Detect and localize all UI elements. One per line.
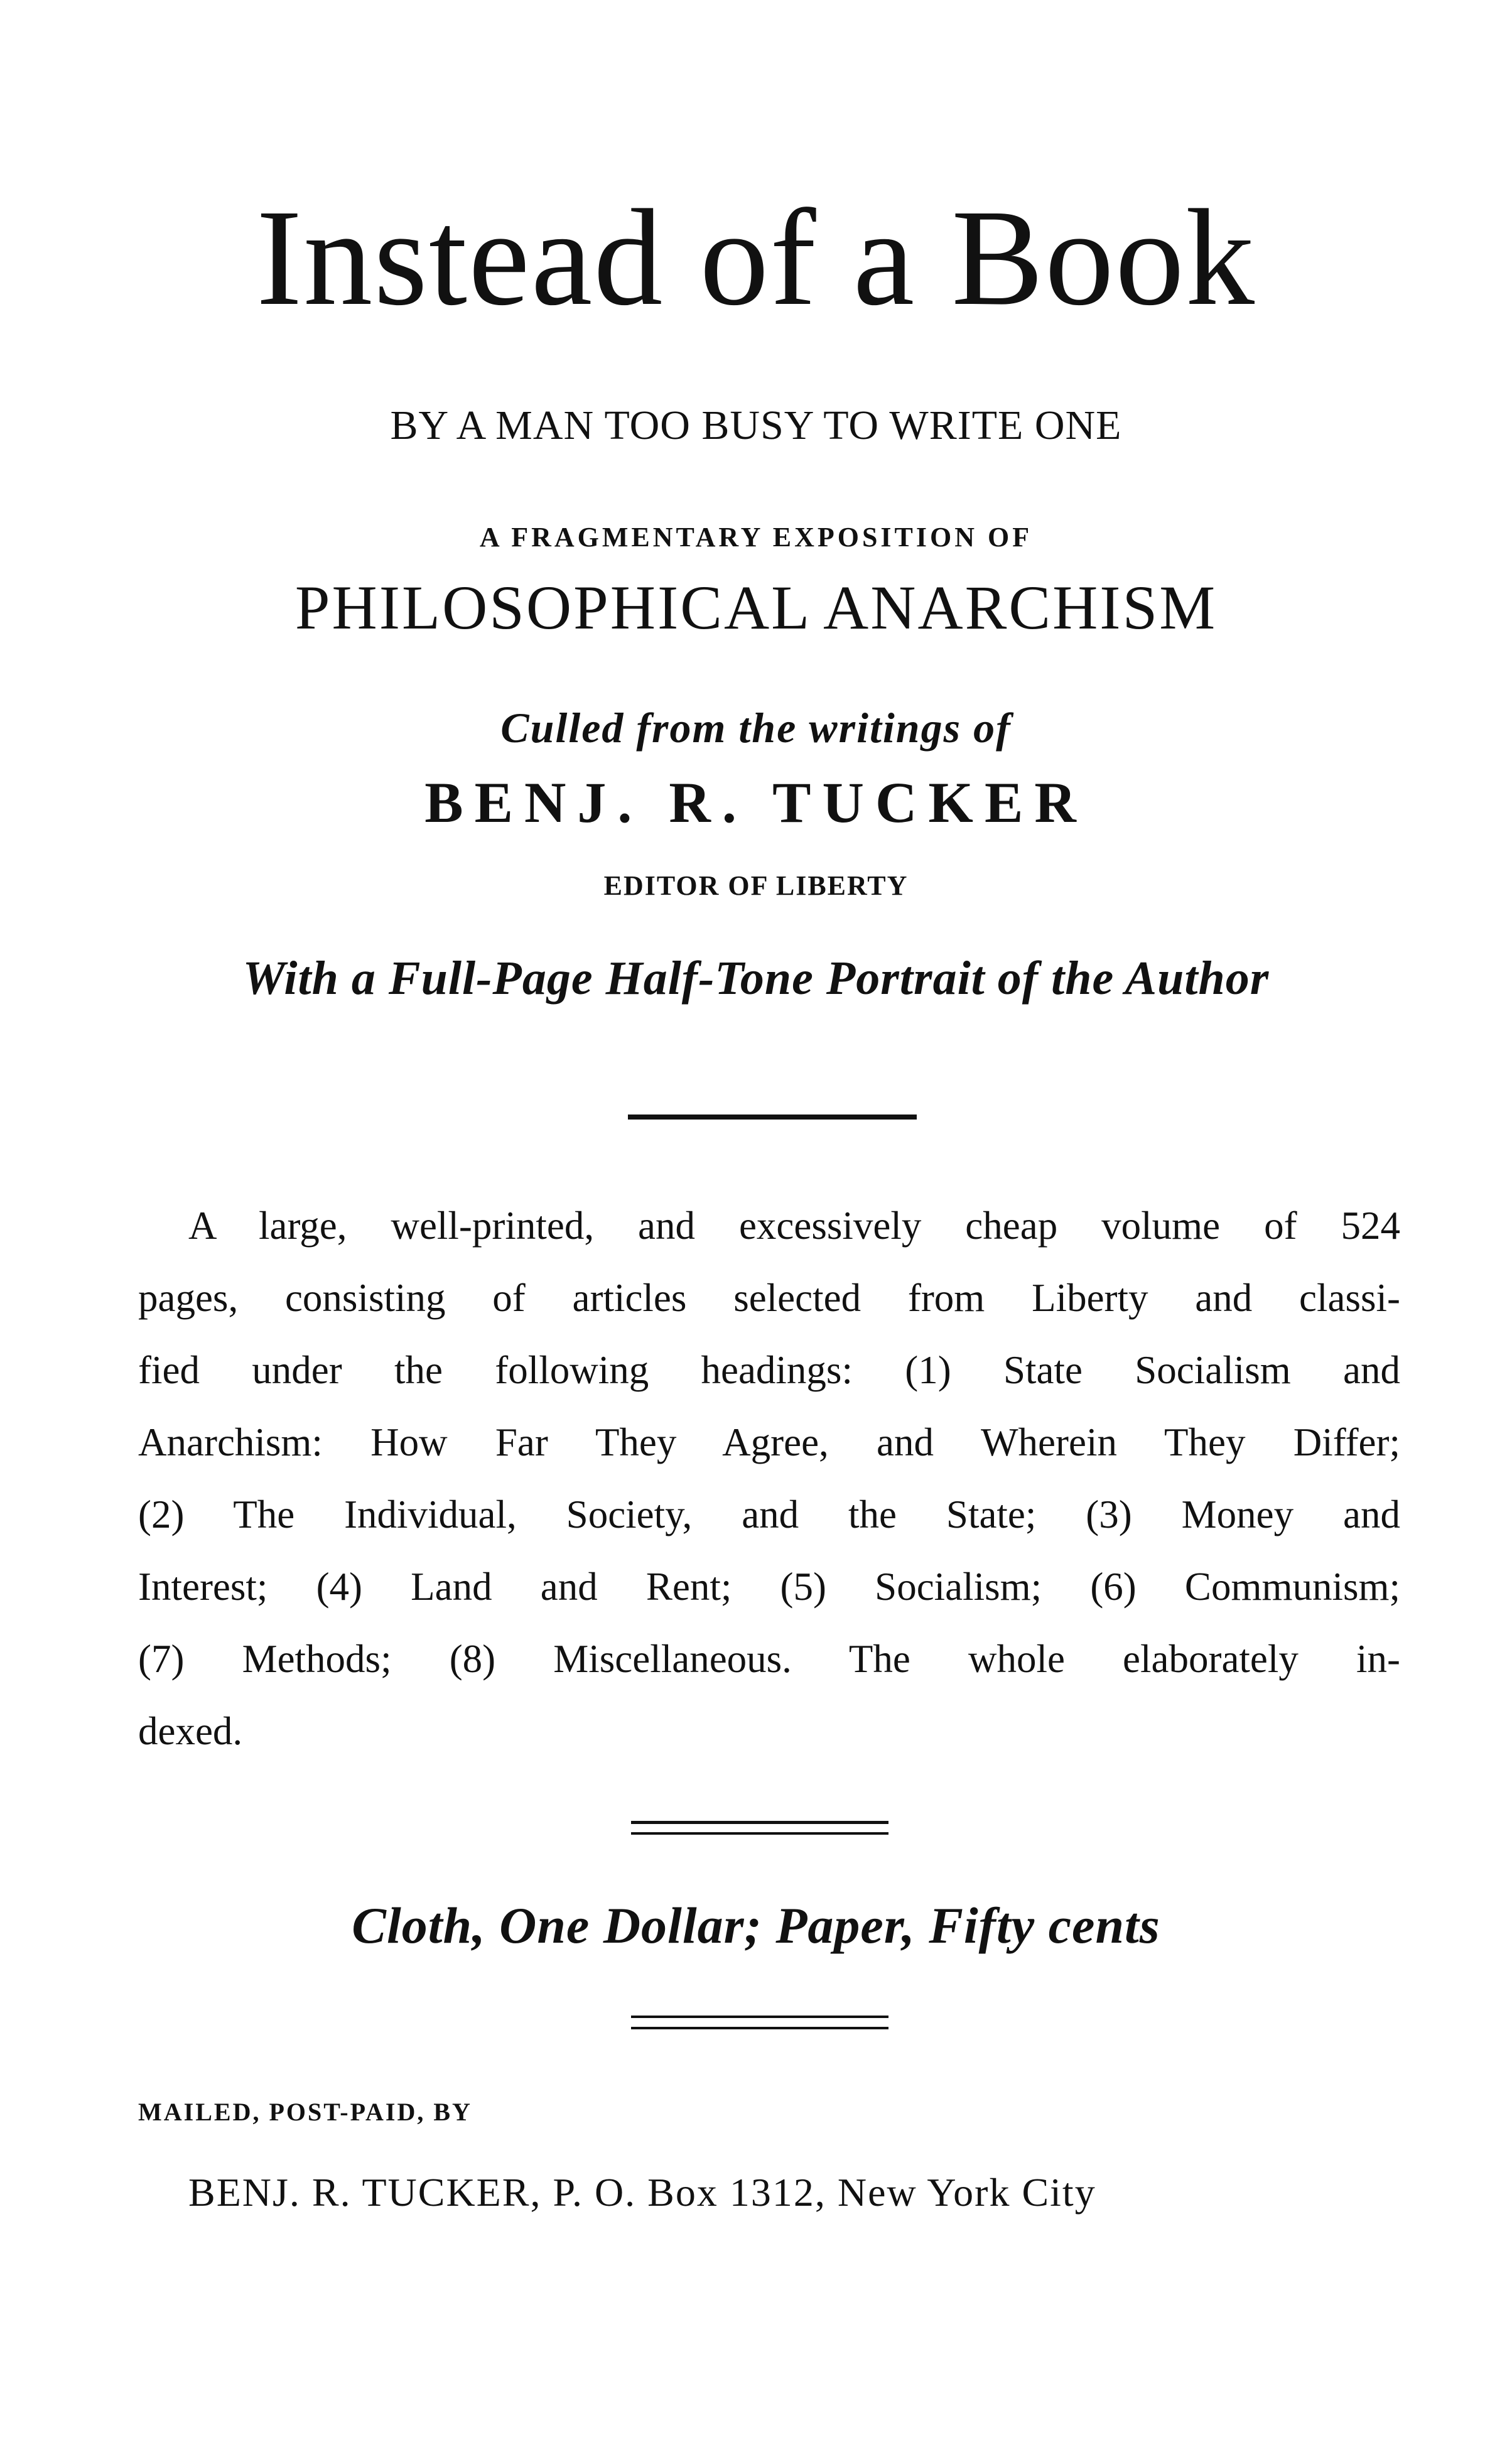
description-line: A large, well-printed, and excessively cheap volume of 524 xyxy=(188,1204,1400,1248)
author-role: EDITOR OF LIBERTY xyxy=(603,870,909,901)
book-title: Instead of a Book xyxy=(256,181,1256,334)
subject-heading: PHILOSOPHICAL ANARCHISM xyxy=(294,573,1218,642)
book-subtitle: BY A MAN TOO BUSY TO WRITE ONE xyxy=(390,402,1122,448)
mailed-by-line: MAILED, POST-PAID, BY xyxy=(138,2098,472,2126)
price-line: Cloth, One Dollar; Paper, Fifty cents xyxy=(352,1897,1160,1954)
exposition-line: A FRAGMENTARY EXPOSITION OF xyxy=(479,522,1033,553)
description-line: fied under the following headings: (1) State Socialism and xyxy=(138,1348,1400,1392)
culled-from-line: Culled from the writings of xyxy=(500,704,1012,752)
double-rule-top-lower xyxy=(631,1832,888,1835)
description-line: dexed. xyxy=(138,1709,243,1753)
description-line: (2) The Individual, Society, and the State; (3) Money and xyxy=(138,1492,1400,1536)
portrait-note: With a Full-Page Half-Tone Portrait of the Author xyxy=(242,952,1270,1005)
description-line: Interest; (4) Land and Rent; (5) Socialism; (6) Communism; xyxy=(138,1565,1400,1609)
description-line: pages, consisting of articles selected from Liberty and classi- xyxy=(138,1276,1400,1320)
author-name: BENJ. R. TUCKER xyxy=(424,770,1088,834)
description-line: Anarchism: How Far They Agree, and Wherein They Differ; xyxy=(138,1420,1400,1464)
double-rule-bottom-lower xyxy=(631,2027,888,2029)
description-paragraph xyxy=(138,1190,1400,1768)
description-line: (7) Methods; (8) Miscellaneous. The whole elaborately in- xyxy=(138,1637,1400,1681)
double-rule-top-upper xyxy=(631,1821,888,1824)
double-rule-bottom-upper xyxy=(631,2016,888,2018)
divider-rule xyxy=(628,1115,917,1120)
publisher-address: BENJ. R. TUCKER, P. O. Box 1312, New York City xyxy=(188,2170,1096,2215)
